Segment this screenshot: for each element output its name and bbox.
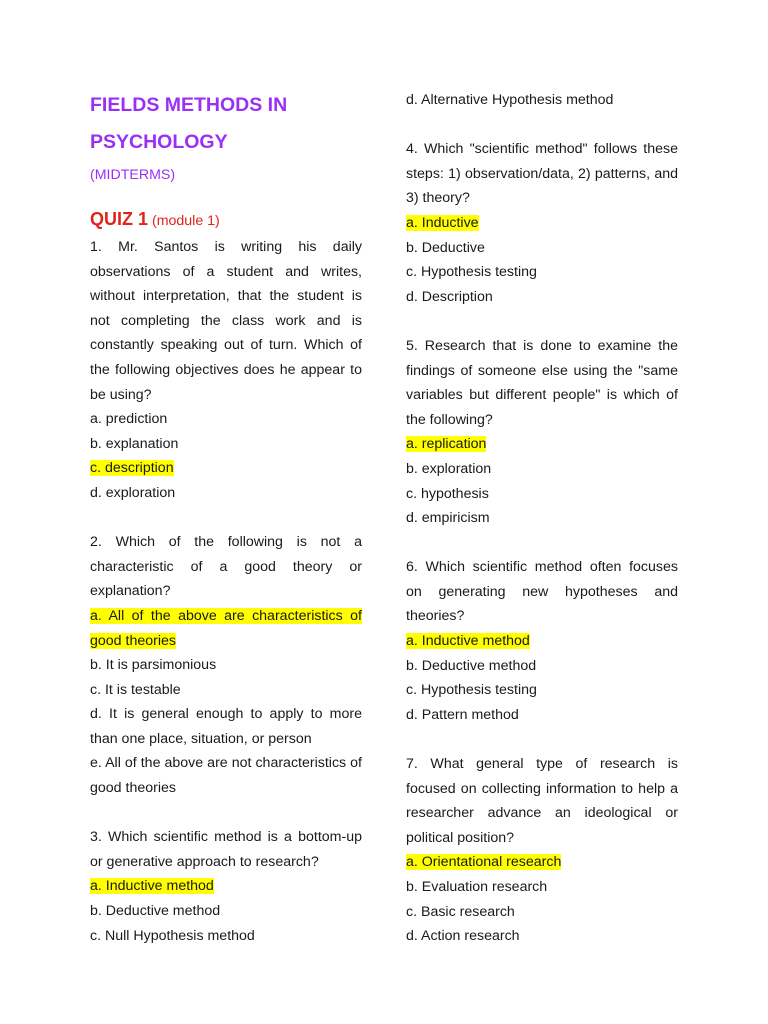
question-text: 2. Which of the following is not a characteristic of a good theory or explanation? [90,534,362,600]
question-5 [406,334,678,531]
answer-highlight: a. replication [406,436,487,453]
option: d. Pattern method [406,706,519,723]
question-6 [406,555,678,727]
question-text: 3. Which scientific method is a bottom-up or generative approach to research? [90,829,362,870]
doc-title-line2: PSYCHOLOGY [90,131,228,153]
option-answer [406,432,678,457]
question-2 [90,530,362,801]
right-column [406,88,678,949]
answer-highlight: a. All of the above are characteristics of good theories [90,607,362,649]
option-answer [90,604,362,653]
option: c. Null Hypothesis method [90,927,255,944]
question-text: 4. Which "scientific method" follows these steps: 1) observation/data, 2) patterns, and 3) theory? [406,141,678,207]
option: b. exploration [406,460,492,477]
question-text: 5. Research that is done to examine the findings of someone else using the "same variables but different people" is which of the following? [406,337,678,428]
question-4 [406,137,678,309]
question-text: 7. What general type of research is focused on collecting information to help a researcher advance an ideological or political position? [406,756,678,846]
option: b. Evaluation research [406,879,548,895]
option: c. Hypothesis testing [406,264,537,281]
quiz-subtitle: (module 1) [151,213,220,229]
left-column [90,88,362,948]
option: d. It is general enough to apply to more than one place, situation, or person [90,706,362,747]
answer-highlight: a. Orientational research [406,854,562,871]
option: b. explanation [90,435,179,452]
question-text: 6. Which scientific method often focuses on generating new hypotheses and theories? [406,559,678,625]
option: d. Action research [406,928,520,945]
answer-highlight: a. Inductive method [406,633,530,650]
option: b. It is parsimonious [90,657,217,674]
option: c. Hypothesis testing [406,682,537,699]
option: c. Basic research [406,903,515,920]
doc-title-line1: FIELDS METHODS IN [90,94,288,116]
option-answer [90,456,362,481]
question-7 [406,752,678,949]
option: d. Alternative Hypothesis method [406,92,614,108]
option: c. It is testable [90,681,181,698]
option: d. Description [406,288,493,305]
option: d. exploration [90,484,176,501]
question-text: 1. Mr. Santos is writing his daily observations of a student and writes, without interpretation, that the student is not completing the class work and is constantly speaking out of turn. Which of the following objectives does he appear to be using? [90,239,362,403]
option: d. empiricism [406,510,490,527]
option-answer [90,874,362,899]
option-answer [406,850,678,875]
option: b. Deductive method [406,657,537,674]
answer-highlight: a. Inductive [406,214,479,231]
option: a. prediction [90,411,168,428]
answer-highlight: c. description [90,460,174,477]
option: b. Deductive [406,239,485,256]
option-answer [406,629,678,654]
question-1 [90,235,362,506]
option-answer [406,211,678,236]
option: e. All of the above are not characteristics of good theories [90,755,362,797]
option: b. Deductive method [90,903,221,920]
doc-subtitle: (MIDTERMS) [90,167,176,183]
quiz-title: QUIZ 1 [90,209,149,229]
answer-highlight: a. Inductive method [90,878,214,895]
option: c. hypothesis [406,485,489,502]
quiz-heading [90,205,362,235]
question-3 [90,825,362,948]
